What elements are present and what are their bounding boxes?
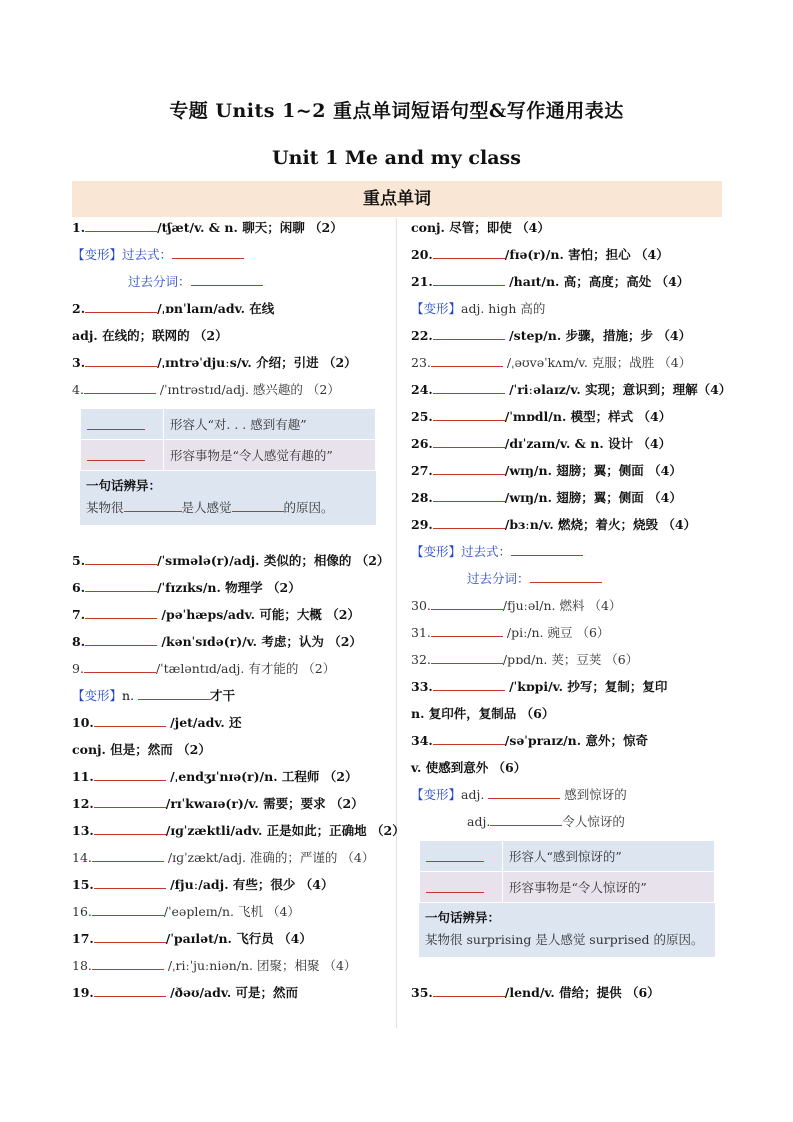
item-text: /pəˈhæps/adv. 可能；大概 （2） [157,607,360,622]
vocab-item [411,596,723,623]
item-text: /bɜːn/v. 燃烧；着火；烧毁 （4） [504,517,697,532]
variant-tail: 令人惊讶的 [562,814,625,829]
answer-blank[interactable] [92,902,164,916]
answer-blank[interactable] [85,578,157,592]
item-number: 4. [72,382,84,397]
variant-tail: 才干 [210,688,236,703]
answer-blank[interactable] [530,569,602,583]
variant-text: 过去式： [122,247,173,262]
answer-blank[interactable] [85,605,157,619]
item-text: /ˈɪntrəstɪd/adj. 感兴趣的 （2） [155,382,340,397]
item-text: /ðəʊ/adv. 可是；然而 [165,985,299,1000]
item-text: /ɪɡˈzæktli/adv. 正是如此；正确地 （2） [165,823,405,838]
item-number: 24. [411,382,433,397]
answer-blank[interactable] [94,821,166,835]
answer-blank[interactable] [433,326,505,340]
answer-blank[interactable] [94,929,166,943]
answer-blank[interactable] [191,272,263,286]
item-number: 17. [72,931,94,946]
variant-label: 【变形】 [411,544,462,559]
item-number: 26. [411,436,433,451]
spacer [411,957,723,983]
item-number: 23. [411,355,431,370]
item-text: /ˈriːəlaɪz/v. 实现；意识到；理解（4） [504,382,732,397]
note-title: 一句话辨异： [425,910,501,925]
variant-text: adj. [467,814,491,829]
item-text: /ˈmɒdl/n. 模型；样式 （4） [504,409,672,424]
item-number: 6. [72,580,86,595]
note-part: 是人感觉 [181,500,232,515]
usage-desc: 形容事物是“令人感觉有趣的” [164,440,376,471]
answer-blank[interactable] [232,498,284,512]
answer-blank[interactable] [85,632,157,646]
answer-blank[interactable] [85,551,157,565]
note-part: 某物很 [86,500,124,515]
item-number: 22. [411,328,433,343]
variant-tail: 感到惊讶的 [560,787,627,802]
vocab-continuation: n. 复印件，复制品 （6） [411,706,555,721]
vocab-continuation: conj. 尽管；即使 （4） [411,220,550,235]
vocab-item [72,821,405,848]
answer-blank[interactable] [433,245,505,259]
usage-table [419,840,715,903]
answer-blank[interactable] [433,380,505,394]
item-text: /rɪˈkwaɪə(r)/v. 需要；要求 （2） [165,796,364,811]
answer-blank[interactable] [431,596,503,610]
answer-blank[interactable] [84,380,156,394]
answer-blank[interactable] [511,542,583,556]
section-header: 重点单词 [72,181,722,217]
vocab-item [72,794,392,821]
variant-line [72,272,392,299]
item-number: 2. [72,301,86,316]
answer-blank[interactable] [87,416,145,430]
item-number: 27. [411,463,433,478]
item-number: 1. [72,220,86,235]
item-number: 11. [72,769,94,784]
variant-line [72,245,392,272]
variant-label: 【变形】 [72,688,123,703]
variant-line [72,686,392,713]
item-text: /ˌəʊvəˈkʌm/v. 克服；战胜 （4） [502,355,692,370]
item-text: /ˈtæləntɪd/adj. 有才能的 （2） [155,661,336,676]
answer-blank[interactable] [92,848,164,862]
vocab-item [411,407,723,434]
item-text: /haɪt/n. 高；高度；高处 （4） [504,274,690,289]
right-column [411,218,732,1010]
usage-row [81,440,376,471]
vocab-item [72,353,392,380]
answer-blank[interactable] [433,272,505,286]
answer-blank[interactable] [85,218,157,232]
vocab-item [411,677,723,704]
answer-blank[interactable] [488,785,560,799]
note-part: 的原因。 [283,500,334,515]
column-divider [396,218,397,1028]
vocab-continuation: v. 使感到意外 （6） [411,760,527,775]
usage-note [80,471,376,525]
item-text: /ˌɪntrəˈdjuːs/v. 介绍；引进 （2） [157,355,357,370]
answer-blank[interactable] [431,353,503,367]
item-text: /ˈeəpleɪn/n. 飞机 （4） [163,904,300,919]
usage-box [419,840,715,957]
answer-blank[interactable] [433,461,505,475]
spacer [72,525,392,551]
item-number: 9. [72,661,84,676]
item-number: 30. [411,598,431,613]
usage-note [419,903,715,957]
answer-blank[interactable] [94,875,166,889]
answer-blank[interactable] [433,407,505,421]
item-number: 35. [411,985,433,1000]
vocab-item [72,632,392,659]
variant-line [411,569,723,596]
vocab-item [411,380,732,407]
item-number: 12. [72,796,94,811]
usage-row [420,841,715,872]
item-number: 31. [411,625,431,640]
variant-line [411,299,723,326]
item-number: 25. [411,409,433,424]
usage-desc: 形容人“对. . . 感到有趣” [164,409,376,440]
vocab-item [72,848,392,875]
item-text: /ˈfɪzɪks/n. 物理学 （2） [157,580,301,595]
item-number: 34. [411,733,433,748]
item-number: 5. [72,553,86,568]
vocab-item [72,551,392,578]
vocab-item [411,515,723,542]
item-text: /ˈkɒpi/v. 抄写；复制；复印 [504,679,668,694]
answer-blank[interactable] [85,353,157,367]
variant-line [411,812,723,839]
item-text: /ˌendʒɪˈnɪə(r)/n. 工程师 （2） [165,769,358,784]
answer-blank[interactable] [431,623,503,637]
answer-blank[interactable] [433,434,505,448]
vocab-item [72,767,392,794]
vocab-item [72,902,392,929]
vocab-continuation: conj. 但是；然而 （2） [72,742,211,757]
vocab-item [72,983,392,1010]
variant-label: 【变形】 [72,247,123,262]
vocab-item [72,659,392,686]
vocab-item [411,983,723,1010]
variant-line [411,542,723,569]
item-number: 19. [72,985,94,1000]
vocab-item [72,956,392,983]
usage-table [80,408,376,471]
answer-blank[interactable] [94,713,166,727]
item-number: 33. [411,679,433,694]
item-number: 21. [411,274,433,289]
item-text: /wɪŋ/n. 翅膀；翼；侧面 （4） [504,463,682,478]
vocab-item [411,434,723,461]
answer-blank[interactable] [138,686,210,700]
usage-box [80,408,376,525]
usage-row [81,409,376,440]
item-text: /jet/adv. 还 [165,715,242,730]
answer-blank[interactable] [490,812,562,826]
vocab-item [411,326,723,353]
variant-text: 过去式： [461,544,512,559]
vocab-item [411,731,723,758]
item-number: 32. [411,652,431,667]
vocab-item [72,929,392,956]
vocab-item [411,272,723,299]
item-text: /wɪŋ/n. 翅膀；翼；侧面 （4） [504,490,682,505]
unit-title: Unit 1 Me and my class [272,147,521,169]
variant-text: adj. [461,787,489,802]
vocab-item [411,353,723,380]
answer-blank[interactable] [431,650,503,664]
vocab-item [72,875,392,902]
item-number: 29. [411,517,433,532]
answer-blank[interactable] [85,299,157,313]
vocab-item [72,218,392,245]
item-number: 18. [72,958,92,973]
page-title: 专题 Units 1~2 重点单词短语句型&写作通用表达 [169,100,624,122]
left-column [72,218,405,1010]
answer-blank[interactable] [92,956,164,970]
answer-blank[interactable] [87,447,145,461]
answer-blank[interactable] [433,488,505,502]
item-text: /lend/v. 借给；提供 （6） [504,985,660,1000]
item-number: 13. [72,823,94,838]
item-text: /fjuː/adj. 有些；很少 （4） [165,877,334,892]
item-text: /ɪɡˈzækt/adj. 准确的；严谨的 （4） [163,850,375,865]
variant-line [411,785,723,812]
item-text: /ˌriːˈjuːniən/n. 团聚；相聚 （4） [163,958,357,973]
vocab-item [72,713,392,740]
vocab-item [411,623,723,650]
item-text: /ˌɒnˈlaɪn/adv. 在线 [157,301,275,316]
item-number: 14. [72,850,92,865]
answer-blank[interactable] [426,848,484,862]
variant-label: 【变形】 [411,787,462,802]
answer-blank[interactable] [94,794,166,808]
variant-text: adj. high 高的 [461,301,546,316]
item-text: /tʃæt/v. & n. 聊天；闲聊 （2） [157,220,343,235]
vocab-item [72,380,392,407]
usage-desc: 形容人“感到惊讶的” [503,841,715,872]
item-number: 10. [72,715,94,730]
vocab-item [411,650,723,677]
answer-blank[interactable] [84,659,156,673]
answer-blank[interactable] [172,245,244,259]
answer-blank[interactable] [94,767,166,781]
variant-text: 过去分词： [467,571,530,586]
vocab-item [411,488,723,515]
answer-blank[interactable] [433,677,505,691]
item-number: 7. [72,607,86,622]
variant-text: 过去分词： [128,274,191,289]
item-text: /piː/n. 豌豆 （6） [502,625,610,640]
item-text: /pɒd/n. 荚；豆荚 （6） [502,652,639,667]
item-number: 28. [411,490,433,505]
item-text: /step/n. 步骤，措施；步 （4） [504,328,692,343]
note-text: 某物很 surprising 是人感觉 surprised 的原因。 [425,932,704,947]
variant-label: 【变形】 [411,301,462,316]
item-text: /dɪˈzaɪn/v. & n. 设计 （4） [504,436,672,451]
usage-desc: 形容事物是“令人惊讶的” [503,872,715,903]
item-text: /səˈpraɪz/n. 意外；惊奇 [504,733,648,748]
item-number: 16. [72,904,92,919]
vocab-item [411,461,723,488]
item-text: /kənˈsɪdə(r)/v. 考虑；认为 （2） [157,634,362,649]
item-number: 3. [72,355,86,370]
note-title: 一句话辨异： [86,478,162,493]
answer-blank[interactable] [433,731,505,745]
answer-blank[interactable] [94,983,166,997]
item-number: 8. [72,634,86,649]
note-text [86,497,370,519]
variant-text: n. [122,688,139,703]
vocab-item [72,578,392,605]
answer-blank[interactable] [433,983,505,997]
vocab-item [72,605,392,632]
answer-blank[interactable] [433,515,505,529]
item-text: /ˈsɪmələ(r)/adj. 类似的；相像的 （2） [157,553,390,568]
answer-blank[interactable] [426,879,484,893]
vocab-item [72,299,392,326]
item-number: 15. [72,877,94,892]
item-text: /fɪə(r)/n. 害怕；担心 （4） [504,247,669,262]
vocab-item [411,245,723,272]
item-number: 20. [411,247,433,262]
vocab-continuation: adj. 在线的；联网的 （2） [72,328,228,343]
item-text: /fjuːəl/n. 燃料 （4） [502,598,622,613]
item-text: /ˈpaɪlət/n. 飞行员 （4） [165,931,312,946]
answer-blank[interactable] [124,498,182,512]
usage-row [420,872,715,903]
